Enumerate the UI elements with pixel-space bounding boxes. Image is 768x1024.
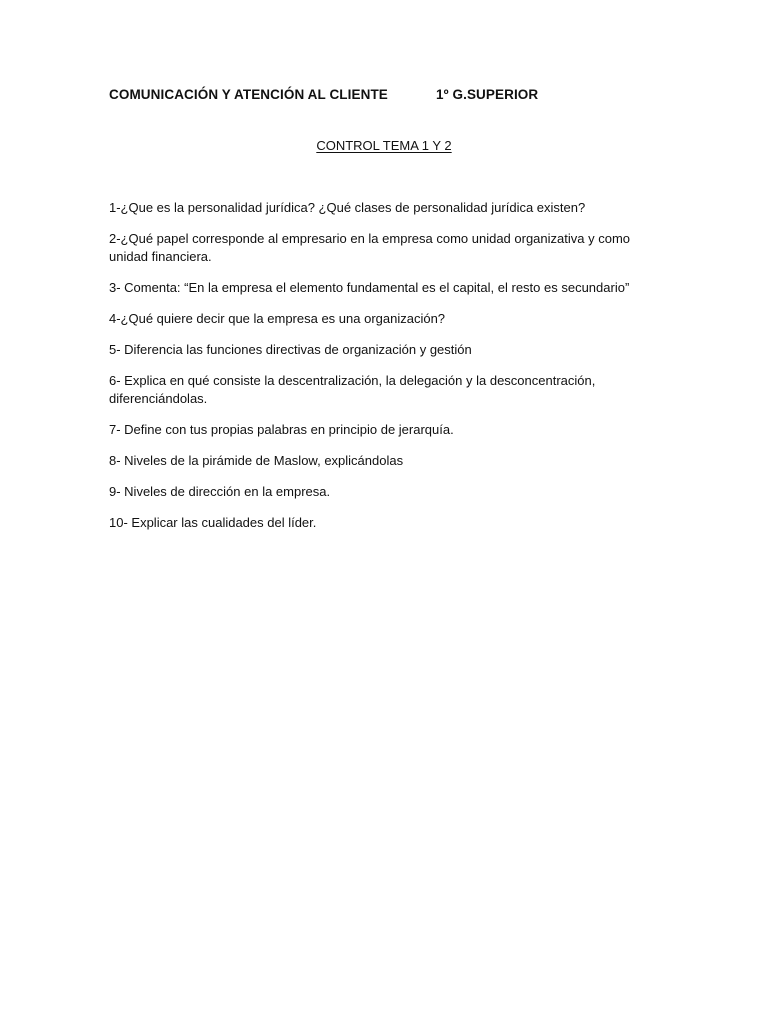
question-item: 4-¿Qué quiere decir que la empresa es una organización? bbox=[109, 311, 446, 326]
question-list bbox=[109, 199, 669, 545]
exam-title: CONTROL TEMA 1 Y 2 bbox=[316, 138, 452, 153]
question-item: 6- Explica en qué consiste la descentralización, la delegación y la desconcentración, diferenciándolas. bbox=[109, 373, 596, 406]
question-item: 10- Explicar las cualidades del líder. bbox=[109, 515, 317, 530]
question-item: 9- Niveles de dirección en la empresa. bbox=[109, 484, 331, 499]
question-item: 5- Diferencia las funciones directivas de organización y gestión bbox=[109, 342, 472, 357]
question-item: 2-¿Qué papel corresponde al empresario en la empresa como unidad organizativa y como unidad financiera. bbox=[109, 231, 631, 264]
course-title: COMUNICACIÓN Y ATENCIÓN AL CLIENTE bbox=[109, 87, 388, 102]
document-header bbox=[109, 87, 669, 107]
question-item: 7- Define con tus propias palabras en principio de jerarquía. bbox=[109, 422, 454, 437]
question-item: 8- Niveles de la pirámide de Maslow, explicándolas bbox=[109, 453, 404, 468]
question-item: 3- Comenta: “En la empresa el elemento fundamental es el capital, el resto es secundario” bbox=[109, 280, 630, 295]
question-item: 1-¿Que es la personalidad jurídica? ¿Qué clases de personalidad jurídica existen? bbox=[109, 200, 586, 215]
course-level: 1º G.SUPERIOR bbox=[436, 87, 539, 102]
